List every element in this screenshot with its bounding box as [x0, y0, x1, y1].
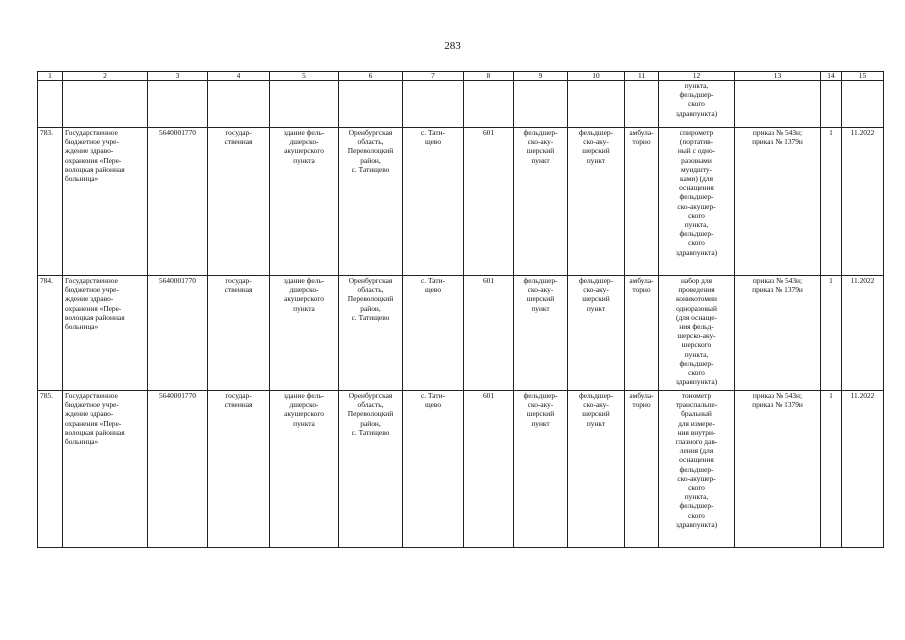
date-cell: 11.2022: [842, 128, 884, 276]
row-number: 783.: [38, 128, 63, 276]
building-cell: здание фель- дшерско- акушерского пункта: [270, 128, 339, 276]
page-number: 283: [444, 40, 461, 52]
equipment-cell: набор для проведения коникотомии одноразовый (для оснаще- ния фельд- шерско-аку- шерского пункта, фельдшер- ского здравпункта): [659, 276, 735, 391]
continuation-row: [38, 81, 884, 128]
inn-cell: 5640001770: [148, 391, 208, 548]
column-number: 5: [270, 72, 339, 81]
equipment-cell: пункта, фельдшер- ского здравпункта): [659, 81, 735, 128]
column-number: 14: [821, 72, 842, 81]
column-number: 11: [625, 72, 659, 81]
address-cell: Оренбургская область, Переволоцкий район, с. Татищево: [339, 391, 403, 548]
order-cell: приказ № 543н; приказ № 1379н: [735, 391, 821, 548]
order-cell: приказ № 543н; приказ № 1379н: [735, 276, 821, 391]
unit-name-cell: фельдшер- ско-аку- шерский пункт: [568, 391, 625, 548]
building-cell: здание фель- дшерско- акушерского пункта: [270, 391, 339, 548]
column-number: 4: [208, 72, 270, 81]
code-cell: 601: [464, 391, 514, 548]
order-cell: приказ № 543н; приказ № 1379н: [735, 128, 821, 276]
table-row: [38, 128, 884, 276]
column-number-row: [38, 72, 884, 81]
table-row: [38, 276, 884, 391]
column-number: 8: [464, 72, 514, 81]
locality-cell: с. Тати- щево: [403, 128, 464, 276]
organization-name: Государственное бюджетное учре- ждение здраво- охранения «Пере- волоцкая районная больница»: [63, 128, 148, 276]
column-number: 9: [514, 72, 568, 81]
organization-name: Государственное бюджетное учре- ждение здраво- охранения «Пере- волоцкая районная больница»: [63, 391, 148, 548]
ownership-cell: государ- ственная: [208, 391, 270, 548]
column-number: 2: [63, 72, 148, 81]
equipment-cell: тонометр транспальпе- бральный для измере- ния внутри- глазного дав- ления (для оснащения фельдшер- ско-акушер- ского пункта, фельдшер- ского здравпункта): [659, 391, 735, 548]
quantity-cell: 1: [821, 128, 842, 276]
locality-cell: с. Тати- щево: [403, 391, 464, 548]
unit-type-cell: фельдшер- ско-аку- шерский пункт: [514, 128, 568, 276]
inn-cell: 5640001770: [148, 128, 208, 276]
column-number: 1: [38, 72, 63, 81]
column-number: 10: [568, 72, 625, 81]
unit-name-cell: фельдшер- ско-аку- шерский пункт: [568, 276, 625, 391]
date-cell: 11.2022: [842, 276, 884, 391]
row-number: 784.: [38, 276, 63, 391]
quantity-cell: 1: [821, 276, 842, 391]
quantity-cell: 1: [821, 391, 842, 548]
register-table: [37, 71, 884, 548]
code-cell: 601: [464, 128, 514, 276]
date-cell: 11.2022: [842, 391, 884, 548]
ownership-cell: государ- ственная: [208, 276, 270, 391]
address-cell: Оренбургская область, Переволоцкий район, с. Татищево: [339, 128, 403, 276]
column-number: 7: [403, 72, 464, 81]
table-row: [38, 391, 884, 548]
column-number: 6: [339, 72, 403, 81]
inn-cell: 5640001770: [148, 276, 208, 391]
code-cell: 601: [464, 276, 514, 391]
care-form-cell: амбула- торно: [625, 391, 659, 548]
care-form-cell: амбула- торно: [625, 276, 659, 391]
building-cell: здание фель- дшерско- акушерского пункта: [270, 276, 339, 391]
unit-type-cell: фельдшер- ско-аку- шерский пункт: [514, 276, 568, 391]
address-cell: Оренбургская область, Переволоцкий район, с. Татищево: [339, 276, 403, 391]
ownership-cell: государ- ственная: [208, 128, 270, 276]
organization-name: Государственное бюджетное учре- ждение здраво- охранения «Пере- волоцкая районная больница»: [63, 276, 148, 391]
care-form-cell: амбула- торно: [625, 128, 659, 276]
column-number: 15: [842, 72, 884, 81]
column-number: 13: [735, 72, 821, 81]
column-number: 12: [659, 72, 735, 81]
unit-name-cell: фельдшер- ско-аку- шерский пункт: [568, 128, 625, 276]
row-number: 785.: [38, 391, 63, 548]
equipment-cell: спирометр (портатив- ный с одно- разовыми мундшту- ками) (для оснащения фельдшер- ско-акушер- ского пункта, фельдшер- ского здравпункта): [659, 128, 735, 276]
column-number: 3: [148, 72, 208, 81]
locality-cell: с. Тати- щево: [403, 276, 464, 391]
unit-type-cell: фельдшер- ско-аку- шерский пункт: [514, 391, 568, 548]
